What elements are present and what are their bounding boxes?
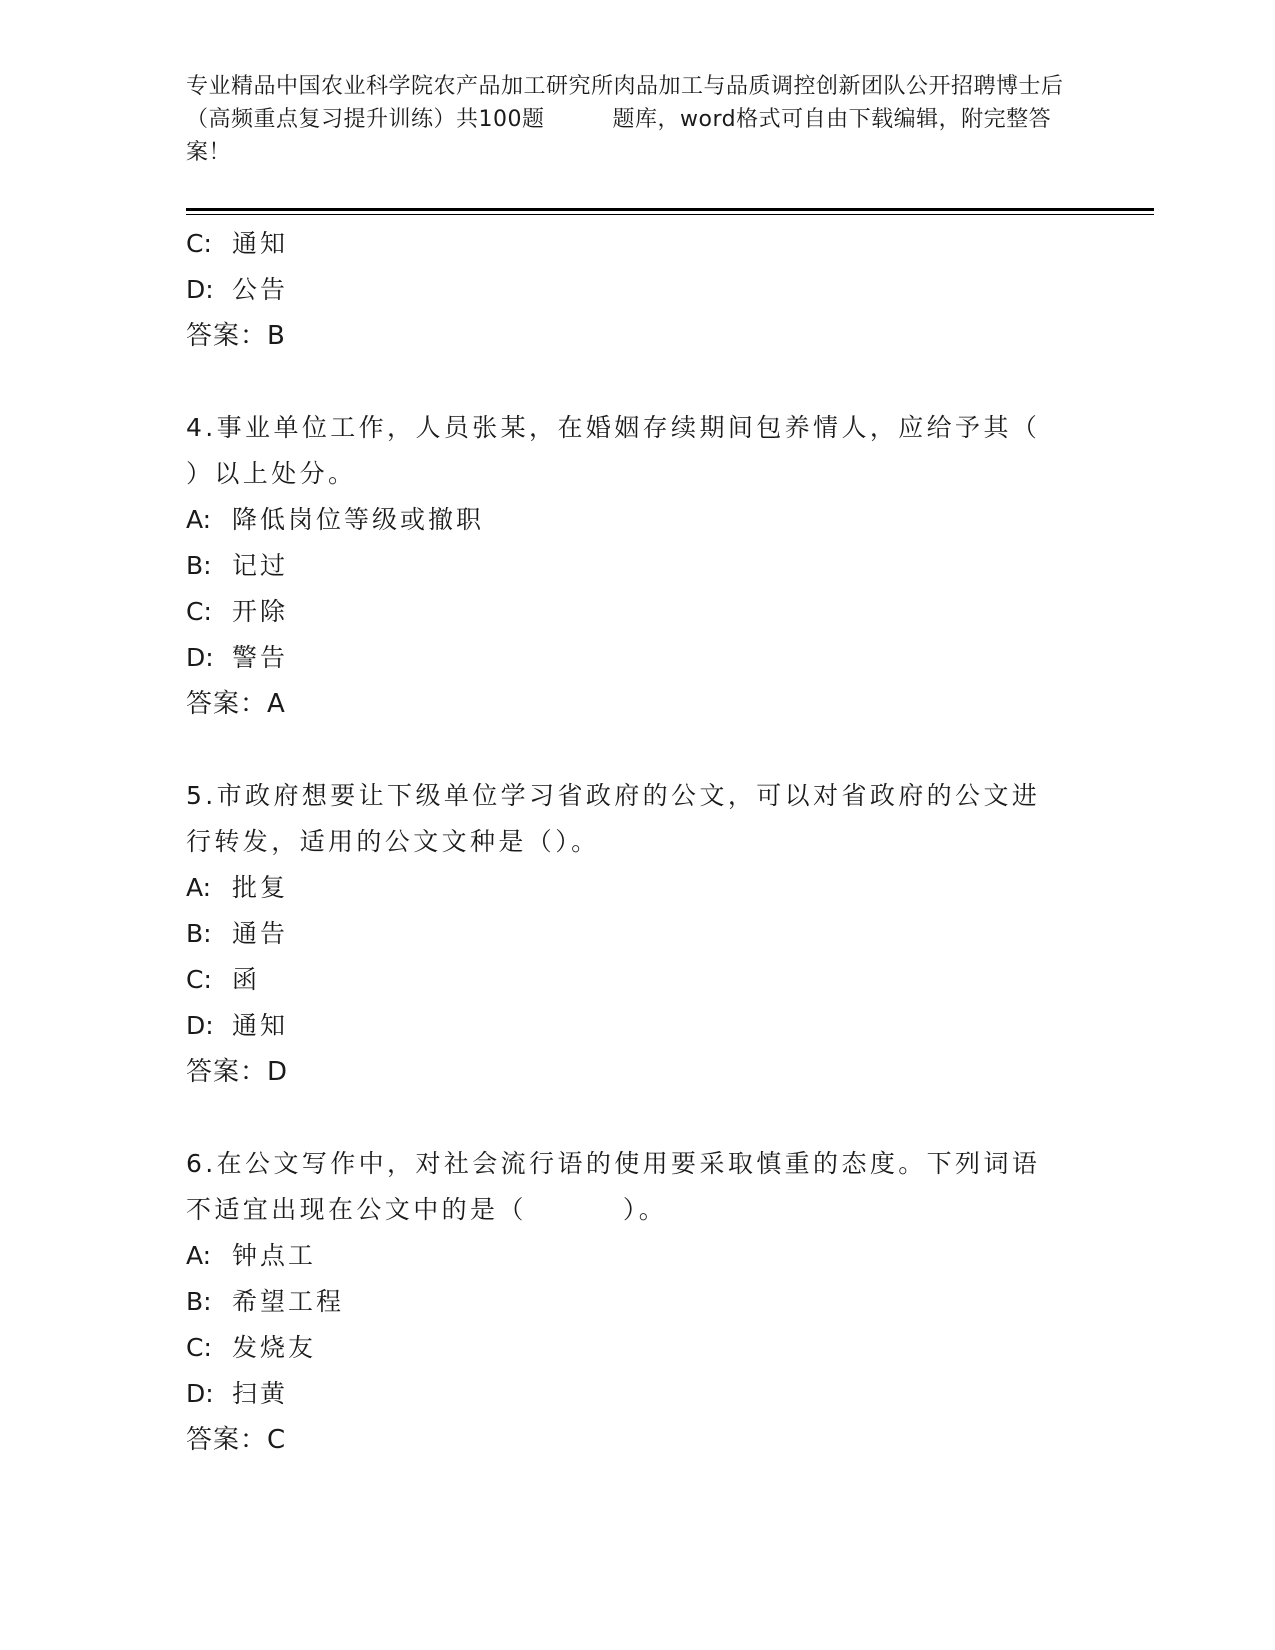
question-text [186, 1141, 1086, 1233]
question-text-line2: ）以上处分。 [186, 459, 357, 488]
document-body [186, 221, 1086, 1463]
answer-line: 答案：B [186, 321, 286, 351]
option-key: D: [186, 643, 214, 672]
answer-line: 答案：D [186, 1057, 289, 1087]
answer-line: 答案：C [186, 1425, 287, 1455]
option-text: 通告 [232, 919, 289, 948]
option-b [186, 911, 1086, 957]
option-key: A: [186, 873, 212, 902]
option-d [186, 267, 1086, 313]
option-text: 批复 [232, 873, 289, 902]
question-3-tail [186, 221, 1086, 359]
question-text [186, 405, 1086, 497]
header-divider-thin [186, 214, 1154, 215]
option-key: D: [186, 1011, 214, 1040]
option-key: B: [186, 551, 212, 580]
option-key: C: [186, 597, 212, 626]
option-a [186, 1233, 1086, 1279]
option-key: D: [186, 275, 214, 304]
option-text: 希望工程 [232, 1287, 345, 1316]
option-c [186, 957, 1086, 1003]
option-text: 通知 [232, 229, 289, 258]
question-4 [186, 405, 1086, 727]
option-text: 公告 [232, 275, 289, 304]
question-6 [186, 1141, 1086, 1463]
question-5 [186, 773, 1086, 1095]
option-text: 警告 [232, 643, 289, 672]
option-a [186, 497, 1086, 543]
option-key: C: [186, 965, 212, 994]
option-key: B: [186, 919, 212, 948]
question-text-line1: 6.在公文写作中，对社会流行语的使用要采取慎重的态度。下列词语 [186, 1149, 1041, 1178]
option-text: 发烧友 [232, 1333, 317, 1362]
option-text: 钟点工 [232, 1241, 317, 1270]
header-divider-thick [186, 208, 1154, 211]
option-text: 函 [232, 965, 261, 994]
question-text-line2: 不适宜出现在公文中的是（ ）。 [186, 1195, 668, 1224]
answer-line: 答案：A [186, 689, 286, 719]
header-title-part1: 专业精品中国农业科学院农产品加工研究所肉品加工与品质调控创新团队公开招聘博士后（高频重点复习提升训练）共100题 [186, 74, 1064, 132]
option-text: 开除 [232, 597, 289, 626]
option-key: C: [186, 1333, 212, 1362]
header-title-part2: 题库，word格式可自由下载编辑，附完整答案！ [186, 107, 1052, 165]
option-d [186, 1003, 1086, 1049]
option-b [186, 1279, 1086, 1325]
option-text: 记过 [232, 551, 289, 580]
question-text [186, 773, 1086, 865]
option-b [186, 543, 1086, 589]
option-d [186, 635, 1086, 681]
option-key: B: [186, 1287, 212, 1316]
option-key: D: [186, 1379, 214, 1408]
document-header [186, 70, 1086, 169]
option-c [186, 1325, 1086, 1371]
option-d [186, 1371, 1086, 1417]
option-text: 降低岗位等级或撤职 [232, 505, 485, 534]
option-text: 扫黄 [232, 1379, 289, 1408]
option-key: C: [186, 229, 212, 258]
question-text-line1: 4.事业单位工作，人员张某，在婚姻存续期间包养情人，应给予其（ [186, 413, 1041, 442]
option-a [186, 865, 1086, 911]
option-c [186, 589, 1086, 635]
option-c [186, 221, 1086, 267]
question-text-line2: 行转发，适用的公文文种是（）。 [186, 827, 600, 856]
option-key: A: [186, 505, 212, 534]
option-text: 通知 [232, 1011, 289, 1040]
option-key: A: [186, 1241, 212, 1270]
question-text-line1: 5.市政府想要让下级单位学习省政府的公文，可以对省政府的公文进 [186, 781, 1041, 810]
